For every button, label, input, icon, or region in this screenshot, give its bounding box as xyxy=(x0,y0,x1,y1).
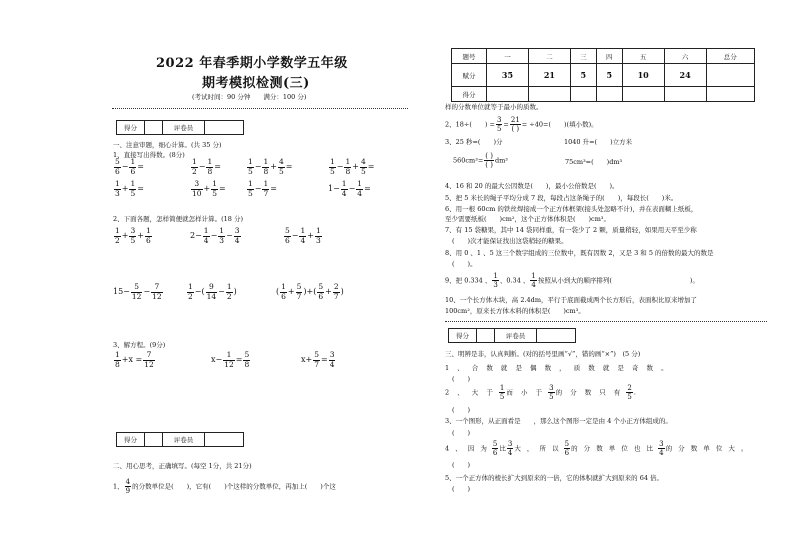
q6a: 6、用一根 60cm 的铁丝焊接成一个正方体框架(接头处忽略不计)，并在表面糊上纸板， xyxy=(445,205,698,213)
simplify-3: $\frac{5}{6}$ − $\frac{1}{4}$ + $\frac{1}{3}$ xyxy=(285,226,321,245)
grader-score-label: 得分 xyxy=(117,121,145,135)
q2: 2、18÷( ) = $\frac{3}{5}$ = $\frac{21}{( )}$ = ÷40=( )(填小数)。 xyxy=(445,116,598,133)
judge-2-paren[interactable]: ( ) xyxy=(452,406,471,414)
judge-4: 4 、 因 为 $\frac{5}{6}$ 比 $\frac{3}{4}$ 大 ， 所 以 $\frac{5}{6}$ 的 分 数 单 位 也 比 $\frac{3}{4}$ 的 分 数 单 位 大 。 xyxy=(445,440,750,457)
judge-3: 3、一个图形，从正面看是 ，那么这个图形一定是由 4 个小正方体组成的。 xyxy=(445,417,672,425)
equation-1: $\frac{1}{8}$ +x = $\frac{7}{12}$ xyxy=(115,350,154,369)
judge-5-paren[interactable]: ( ) xyxy=(452,485,471,493)
separator xyxy=(445,321,767,322)
judge-1: 1 、 合 数 就 是 偶 数 ， 质 数 就 是 奇 数 。 xyxy=(445,364,671,372)
calc-1-4: $\frac{1}{5}$ − $\frac{1}{8}$ + $\frac{4}{5}$ = xyxy=(330,157,375,176)
q7b: ( )次才能保证找出这袋稍轻的糖果。 xyxy=(452,237,568,245)
section3-title: 三、明辨是非，认真判断。(对的括号里画“√”，错的画“×”) (5 分) xyxy=(445,350,641,358)
q8: 8、用 0 、1 、5 这三个数字组成的三位数中，既有因数 2，又是 3 和 5 的倍数的最大的数是 xyxy=(445,249,714,257)
judge-4-paren[interactable]: ( ) xyxy=(452,461,471,469)
separator xyxy=(112,108,408,109)
grader-name-label: 评卷员 xyxy=(163,433,204,447)
grader-box-3 xyxy=(448,328,576,343)
q8b: ( )。 xyxy=(452,260,477,268)
equation-3: x+ $\frac{5}{7}$ = $\frac{3}{4}$ xyxy=(301,350,335,369)
calc-1-2: $\frac{1}{2}$ − $\frac{1}{8}$ = xyxy=(192,157,221,176)
q1-continued: 样的分数单位就等于最小的质数。 xyxy=(445,103,543,111)
score-table xyxy=(451,48,755,102)
exam-subtitle: 期考模拟检测(三) xyxy=(202,76,310,91)
q6b: 至少需要纸板( )cm²，这个正方体体积是( )cm³。 xyxy=(445,215,610,223)
calc-2-4: 1− $\frac{1}{4}$ − $\frac{1}{4}$ = xyxy=(328,179,371,198)
q3a: 3、25 秒=( )分 xyxy=(445,138,503,146)
section1-q3: 3、解方程。(9分) xyxy=(113,341,166,349)
calc-1-1: $\frac{5}{6}$ − $\frac{1}{6}$ = xyxy=(115,157,144,176)
section1-title: 一、注意审题，细心计算。(共 35 分) xyxy=(113,141,222,149)
section1-q1: 1、直接写出得数。(8分) xyxy=(113,151,185,159)
simplify-1: $\frac{1}{2}$ + $\frac{3}{5}$ + $\frac{1}{6}$ xyxy=(115,226,151,245)
q7a: 7、有 15 袋糖果，其中 14 袋同样重，有一袋少了 2 颗，质量稍轻，如果用天平至少称 xyxy=(445,226,697,234)
q3d: 75cm³=( )dm³ xyxy=(565,158,623,166)
exam-info: (考试时间：90 分钟 满分：100 分) xyxy=(192,93,307,101)
grader-score-label: 得分 xyxy=(449,329,477,343)
simplify-2: 2− $\frac{1}{4}$ − $\frac{1}{3}$ − $\frac{3}{4}$ xyxy=(190,226,240,245)
q10a: 10、一个长方体木块，高 2.4dm，平行于底面截成两个长方形后，表面积比原来增加了 xyxy=(445,296,697,304)
calc-2-3: $\frac{1}{5}$ − $\frac{1}{7}$ = xyxy=(248,179,277,198)
calc-1-3: $\frac{1}{5}$ − $\frac{1}{8}$ + $\frac{4}{5}$ = xyxy=(248,157,293,176)
judge-1-paren[interactable]: ( ) xyxy=(452,375,471,383)
simplify-5: $\frac{1}{2}$ −( $\frac{9}{14}$ − $\frac{1}{2}$ ) xyxy=(188,282,237,301)
calc-2-2: $\frac{3}{10}$ + $\frac{1}{5}$ = xyxy=(192,179,226,198)
grader-name-label: 评卷员 xyxy=(163,121,204,135)
calc-2-1: $\frac{1}{3}$ + $\frac{1}{5}$ = xyxy=(115,179,144,198)
q10b: 100cm²，原来长方体木料的体积是( )cm³。 xyxy=(445,307,585,315)
judge-2: 2 、 大 于 $\frac{1}{5}$ 而 小 于 $\frac{3}{5}$ 的 分 数 只 有 $\frac{2}{5}$ . xyxy=(445,384,636,401)
score-table-header: 题号 一 二 三 四 五 六 总分 xyxy=(452,49,755,64)
score-table-got: 得分 xyxy=(452,87,755,102)
judge-5: 5、一个正方体的棱长扩大到原来的一倍，它的体积就扩大到原来的 64 倍。 xyxy=(445,474,664,482)
q3c: 560cm³= $\frac{( )}{( )}$ dm³ xyxy=(453,152,508,169)
exam-title: 2022 年春季期小学数学五年级 xyxy=(156,56,348,71)
judge-3-paren[interactable]: ( ) xyxy=(452,429,471,437)
grader-box-2 xyxy=(116,432,244,447)
grader-score-label: 得分 xyxy=(117,433,145,447)
simplify-6: ( $\frac{1}{6}$ + $\frac{5}{7}$ )+( $\frac{5}{6}$ + $\frac{2}{7}$ ) xyxy=(276,282,344,301)
section2-q1: 1、 $\frac{4}{9}$ 的分数单位是( )，它有( )个这样的分数单位，再加上( )个这 xyxy=(113,478,336,495)
section2-q1-text: 的分数单位是( )，它有( )个这样的分数单位，再加上( )个这 xyxy=(132,482,336,491)
q5: 5、把 5 米长的绳子平均分成 7 段，每段占这条绳子的( )，每段长( )米。 xyxy=(445,194,678,202)
grader-name-label: 评卷员 xyxy=(495,329,536,343)
q3b: 1040 升=( )立方米 xyxy=(564,138,633,146)
equation-2: x− $\frac{1}{12}$ = $\frac{5}{8}$ xyxy=(211,350,250,369)
section1-q2: 2、下面各题，怎样简便就怎样计算。(18 分) xyxy=(113,215,244,223)
simplify-4: 15− $\frac{5}{12}$ − $\frac{7}{12}$ xyxy=(113,282,162,301)
section2-title: 二、用心思考，正确填写。(每空 1分，共 21分) xyxy=(113,462,252,470)
q9: 9、把 0.334 、 $\frac{1}{3}$ 、0.34 、 $\frac{1}{4}$ 按照从小到大的顺序排列( )。 xyxy=(445,272,699,289)
grader-box-1 xyxy=(116,120,244,135)
score-table-points: 赋分 35 21 5 5 10 24 xyxy=(452,64,755,87)
q4: 4、16 和 20 的最大公因数是( )，最小公倍数是( )。 xyxy=(445,182,619,190)
